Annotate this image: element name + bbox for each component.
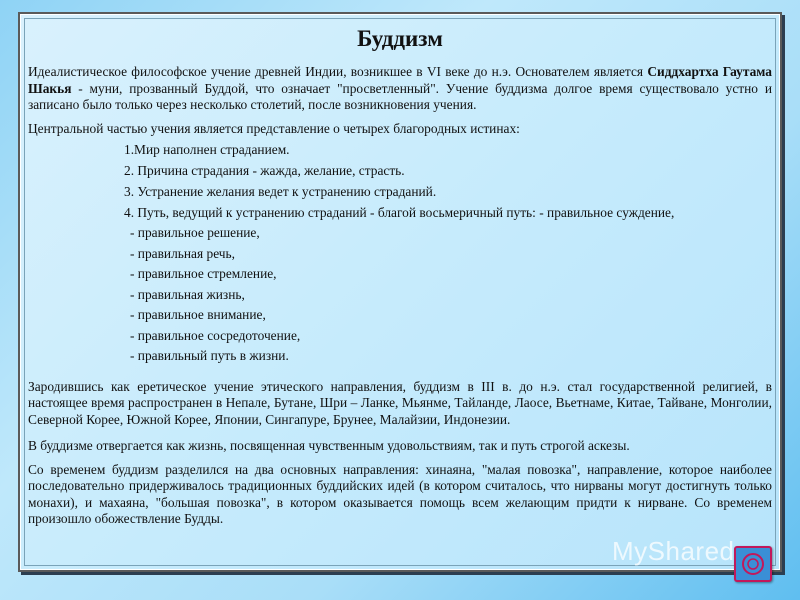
eightfold-path-list <box>28 223 772 367</box>
intro-text-pre: Идеалистическое философское учение древней Индии, возникшее в VI веке до н.э. Основателем является <box>28 64 648 79</box>
path-item: - правильное сосредоточение, <box>130 327 301 343</box>
nav-home-button[interactable] <box>734 546 772 582</box>
truth-item: 3. Устранение желания ведет к устранению страданий. <box>124 184 437 199</box>
intro-paragraph <box>28 64 772 114</box>
path-item: - правильный путь в жизни. <box>130 348 289 363</box>
intro-text-post: - муни, прозванный Буддой, что означает "просветленный". Учение буддизма долгое время существовало устно и записано было только через несколько столетий, после возникновения учения. <box>28 80 772 112</box>
path-item: - правильное стремление, <box>130 266 277 281</box>
founder-name: Сиддхартха Гаутама Шакья <box>28 64 772 96</box>
slide-frame <box>18 12 782 572</box>
slide-content <box>28 64 772 528</box>
path-item: - правильная жизнь, <box>130 286 245 302</box>
watermark-logo: MyShared <box>612 536 735 566</box>
schools-paragraph: Со временем буддизм разделился на два основных направления: хинаяна, "малая повозка", направление, которое наиболее последовательно придерживалось традиционных буддийских идей (в котором считалось, что нирваны могут достигнуть только монахи), и махаяна, "большая повозка", в котором оказывается помощь всем желающим придти к нирване. Со временем произошло обожествление Будды. <box>28 461 772 526</box>
path-item: - правильное внимание, <box>130 307 266 322</box>
truth-item: 2. Причина страдания - жажда, желание, страсть. <box>124 163 405 178</box>
truths-intro: Центральной частью учения является представление о четырех благородных истинах: <box>28 120 520 136</box>
rejection-paragraph: В буддизме отвергается как жизнь, посвященная чувственным удовольствиям, так и путь строгой аскезы. <box>28 438 630 453</box>
path-item: - правильная речь, <box>130 245 235 261</box>
home-icon <box>741 552 765 576</box>
spread-paragraph: Зародившись как еретическое учение этического направления, буддизм в III в. до н.э. стал государственной религией, в настоящее время распространен в Непале, Бутане, Шри – Ланке, Мьянме, Тайланде, Лаосе, Вьетнаме, Китае, Тайване, Монголии, Северной Корее, Южной Корее, Японии, Сингапуре, Брунее, Малайзии, Индонезии. <box>28 378 772 427</box>
page-title: Буддизм <box>357 26 443 51</box>
truth-item: 4. Путь, ведущий к устранению страданий - благой восьмеричный путь: - правильное суждение, <box>124 205 675 220</box>
path-item: - правильное решение, <box>130 225 260 240</box>
truth-item: 1.Мир наполнен страданием. <box>124 142 290 157</box>
